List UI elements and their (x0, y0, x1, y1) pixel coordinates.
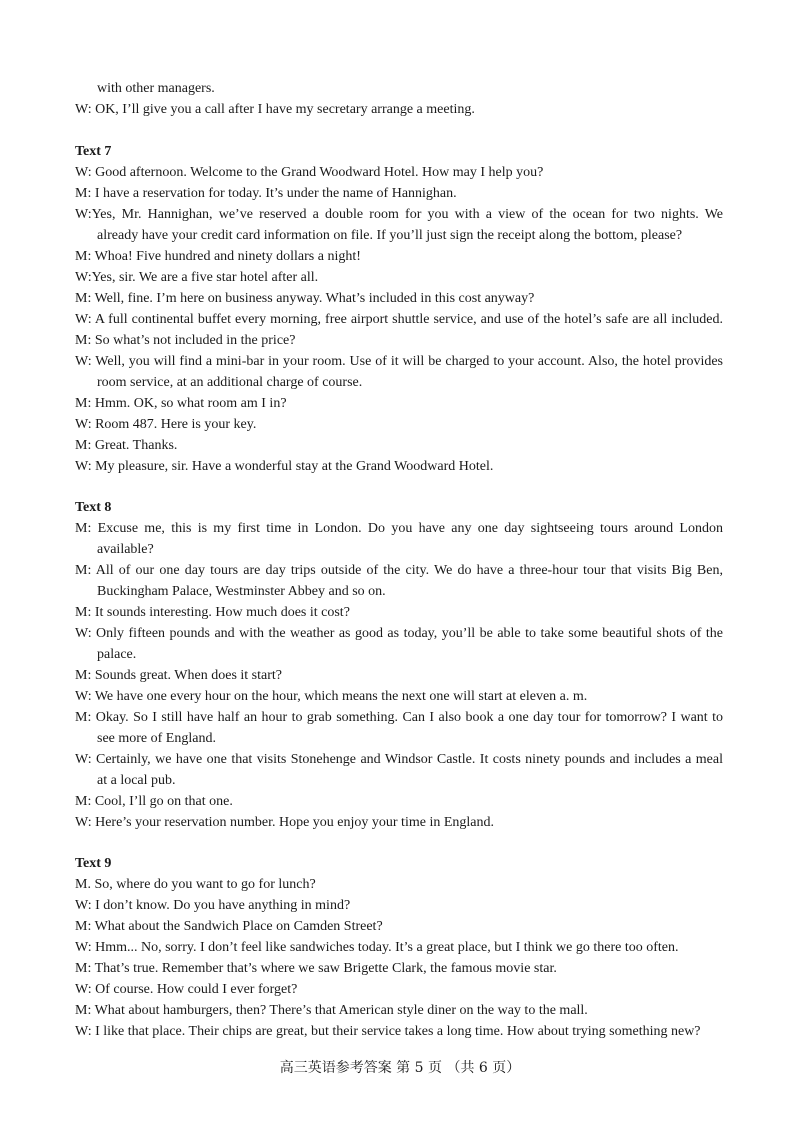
section-heading-text8: Text 8 (75, 500, 112, 515)
dialogue-line: M: Well, fine. I’m here on business anyway. What’s included in this cost anyway? (75, 291, 535, 306)
text-line: with other managers. (97, 81, 215, 96)
dialogue-line: W: Good afternoon. Welcome to the Grand Woodward Hotel. How may I help you? (75, 165, 544, 180)
dialogue-line: M: Sounds great. When does it start? (75, 668, 282, 683)
dialogue-line: W:Yes, sir. We are a five star hotel after all. (75, 270, 319, 285)
dialogue-line: M: So what’s not included in the price? (75, 333, 296, 348)
dialogue-line: W: Hmm... No, sorry. I don’t feel like sandwiches today. It’s a great place, but I think we go there too often. (75, 940, 679, 955)
dialogue-line: M: Hmm. OK, so what room am I in? (75, 396, 287, 411)
dialogue-line: M: That’s true. Remember that’s where we saw Brigette Clark, the famous movie star. (75, 961, 557, 976)
dialogue-line: W: We have one every hour on the hour, which means the next one will start at eleven a. m. (75, 689, 588, 704)
text-line: W: OK, I’ll give you a call after I have my secretary arrange a meeting. (75, 102, 475, 117)
dialogue-line: M: Great. Thanks. (75, 438, 178, 453)
dialogue-line: M: Excuse me, this is my first time in London. Do you have any one day sightseeing tours around London (75, 521, 723, 536)
dialogue-line-continuation: palace. (97, 647, 137, 662)
dialogue-line: W: A full continental buffet every morning, free airport shuttle service, and use of the hotel’s safe are all included. (75, 312, 723, 327)
page-footer: 高三英语参考答案 第 5 页 （共 6 页） (279, 1060, 521, 1076)
dialogue-line: W: Of course. How could I ever forget? (75, 982, 298, 997)
dialogue-line: M: All of our one day tours are day trips outside of the city. We do have a three-hour tour that visits Big Ben, (75, 563, 723, 578)
dialogue-line-continuation: available? (97, 542, 154, 557)
dialogue-line: M: What about the Sandwich Place on Camden Street? (75, 919, 383, 934)
dialogue-line-continuation: already have your credit card information on file. If you’ll just sign the receipt along the bottom, please? (97, 228, 683, 243)
dialogue-line: W: My pleasure, sir. Have a wonderful stay at the Grand Woodward Hotel. (75, 459, 494, 474)
section-heading-text7: Text 7 (75, 144, 112, 159)
dialogue-line: M: Whoa! Five hundred and ninety dollars a night! (75, 249, 361, 264)
dialogue-line: M. So, where do you want to go for lunch? (75, 877, 316, 892)
dialogue-line: M: It sounds interesting. How much does it cost? (75, 605, 350, 620)
dialogue-line: W:Yes, Mr. Hannighan, we’ve reserved a double room for you with a view of the ocean for two nights. We (75, 207, 723, 222)
dialogue-line: M: I have a reservation for today. It’s under the name of Hannighan. (75, 186, 457, 201)
dialogue-line: M: Okay. So I still have half an hour to grab something. Can I also book a one day tour for tomorrow? I want to (75, 710, 723, 725)
dialogue-line: W: Room 487. Here is your key. (75, 417, 257, 432)
dialogue-line: W: Well, you will find a mini-bar in your room. Use of it will be charged to your account. Also, the hotel provides (75, 354, 723, 369)
dialogue-line-continuation: see more of England. (97, 731, 216, 746)
dialogue-line-continuation: Buckingham Palace, Westminster Abbey and so on. (97, 584, 386, 599)
dialogue-line: W: Only fifteen pounds and with the weather as good as today, you’ll be able to take some beautiful shots of the (75, 626, 723, 641)
dialogue-line: W: I like that place. Their chips are great, but their service takes a long time. How about trying something new? (75, 1024, 701, 1039)
dialogue-line: W: Here’s your reservation number. Hope you enjoy your time in England. (75, 815, 494, 830)
dialogue-line-continuation: room service, at an additional charge of course. (97, 375, 363, 390)
dialogue-line: W: I don’t know. Do you have anything in mind? (75, 898, 351, 913)
dialogue-line: W: Certainly, we have one that visits Stonehenge and Windsor Castle. It costs ninety pounds and includes a meal (75, 752, 723, 767)
dialogue-line-continuation: at a local pub. (97, 773, 176, 788)
dialogue-line: M: What about hamburgers, then? There’s that American style diner on the way to the mall. (75, 1003, 588, 1018)
dialogue-line: M: Cool, I’ll go on that one. (75, 794, 233, 809)
section-heading-text9: Text 9 (75, 856, 112, 871)
